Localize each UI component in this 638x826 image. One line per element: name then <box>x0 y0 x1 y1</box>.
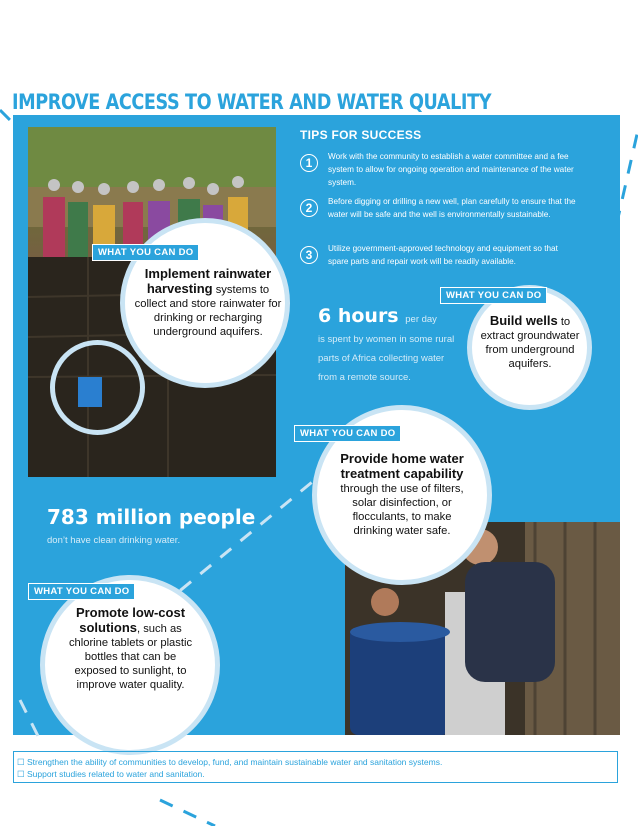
action-treatment-text <box>337 452 467 538</box>
footer-item-2: ☐ Support studies related to water and sanitation. <box>17 769 205 779</box>
action-wells-bold: Build wells <box>489 313 558 328</box>
tip-number-2: 2 <box>300 199 318 217</box>
page-title: IMPROVE ACCESS TO WATER AND WATER QUALITY <box>12 90 492 114</box>
footer-item-1: ☐ Strengthen the ability of communities to develop, fund, and maintain sustainable water and sanitation systems. <box>17 757 443 767</box>
action-wells-text <box>480 314 580 371</box>
tip-number-3: 3 <box>300 246 318 264</box>
action-circle-lowcost <box>40 575 220 755</box>
tip-text-2: Before digging or drilling a new well, plan carefully to ensure that the water will be safe and the well is environmentally sustainable. <box>328 197 576 219</box>
highlight-ring <box>50 340 145 435</box>
stat-hours-description: is spent by women in some rural parts of Africa collecting water from a remote source. <box>318 334 455 383</box>
stat-people-description: don’t have clean drinking water. <box>47 535 181 546</box>
tips-heading: TIPS FOR SUCCESS <box>300 128 422 142</box>
action-rainwater-rest: systems to collect and store rainwater for drinking or recharging underground aquifers. <box>134 284 282 338</box>
action-lowcost-bold: Promote low-cost solutions <box>75 605 186 635</box>
action-lowcost-text <box>63 606 198 692</box>
stat-hours-value: 6 hours <box>318 305 399 327</box>
action-treatment-rest: through the use of filters, solar disinfection, or flocculants, to make drinking water safe. <box>340 483 464 537</box>
action-rainwater-text <box>133 267 283 339</box>
action-treatment-bold: Provide home water treatment capability <box>340 451 464 481</box>
tag-what-you-can-do-rainwater: WHAT YOU CAN DO <box>92 244 199 261</box>
tag-what-you-can-do-lowcost: WHAT YOU CAN DO <box>28 583 135 600</box>
tip-text-3: Utilize government-approved technology and equipment so that spare parts and repair work will be readily available. <box>328 244 558 266</box>
action-lowcost-rest: , such as chlorine tablets or plastic bottles that can be exposed to sunlight, to improve water quality. <box>68 623 193 691</box>
action-rainwater-bold: Implement rainwater harvesting <box>144 266 272 296</box>
stat-people-value: 783 million people <box>47 505 256 529</box>
tag-what-you-can-do-treatment: WHAT YOU CAN DO <box>294 425 401 442</box>
tip-text-1: Work with the community to establish a water committee and a fee system to allow for ongoing operation and maintenance of the water system. <box>328 152 574 187</box>
tag-what-you-can-do-wells: WHAT YOU CAN DO <box>440 287 547 304</box>
footer-box <box>13 751 618 783</box>
tip-number-1: 1 <box>300 154 318 172</box>
action-wells-rest: to extract groundwater from underground aquifers. <box>480 316 580 370</box>
stat-hours-suffix: per day <box>405 314 437 325</box>
stat-hours <box>318 305 437 327</box>
